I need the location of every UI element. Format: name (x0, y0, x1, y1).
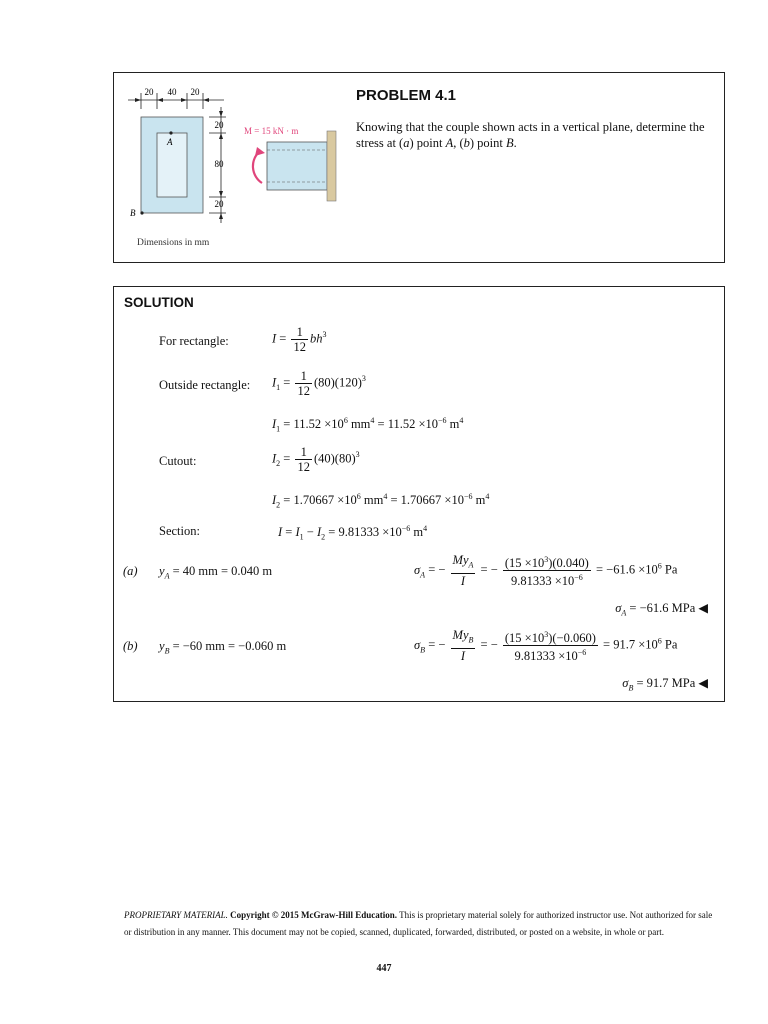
sigma-b-result: $\sigma_B = 91.7$ MPa ◀ (622, 676, 708, 693)
solution-box (113, 286, 725, 702)
cutout-formula: $I_2$ = $\frac{1}{12}$ $(40)(80)^3$ (272, 445, 360, 474)
moment-arrow (253, 151, 262, 183)
problem-title: PROBLEM 4.1 (356, 87, 457, 104)
section-formula: $I = I_1 - I_2 = 9.81333 \times 10^{-6}$ $m^4$ (278, 524, 428, 542)
moment-label: M = 15 kN · m (244, 126, 299, 136)
problem-statement: Knowing that the couple shown acts in a vertical plane, determine the stress at (a) point A, (b) point B. (356, 120, 705, 150)
rect-formula: I = $\frac{1}{12}$ $bh^3$ (272, 325, 327, 354)
solution-title: SOLUTION (124, 295, 194, 310)
page-number: 447 (376, 963, 392, 974)
dim-top-mid: 40 (167, 87, 177, 97)
dim-top-right: 20 (190, 87, 200, 97)
sigma-b-formula: $\sigma_B$ = − $\frac{My_B}{I}$ = − $\frac{(15 \times 10^3)(-0.060)}{9.81333 \times 10^{-6}}$ = $91.7 \times 10^6$ Pa (414, 628, 678, 664)
ya-formula: $y_A = 40$ mm = 0.040 m (159, 564, 273, 581)
dimensions-caption: Dimensions in mm (137, 238, 210, 248)
part-b-label: (b) (123, 639, 138, 653)
dim-top-left: 20 (144, 87, 154, 97)
copyright-footer (124, 907, 716, 941)
outside-label: Outside rectangle: (159, 378, 251, 392)
beam-side (267, 142, 327, 190)
dim-right-mid: 80 (214, 159, 224, 169)
proprietary-label: PROPRIETARY MATERIAL. (124, 910, 228, 920)
sigma-a-result: $\sigma_A = -61.6$ MPa ◀ (615, 601, 708, 618)
point-b-label: B (130, 208, 136, 218)
copyright-notice: This is proprietary material solely for authorized instructor use. Not authorized for sale or distribution in any manner. This document may not be copied, scanned, duplicated, forwarded, distributed, or posted on a website, in whole or part. (124, 910, 713, 937)
problem-box (113, 72, 725, 263)
beam-figure (114, 73, 349, 258)
part-a-label: (a) (123, 564, 138, 578)
yb-formula: $y_B = -60$ mm = −0.060 m (159, 639, 287, 656)
point-a-label: A (167, 137, 173, 147)
i2-value: $I_2 = 1.70667 \times 10^6$ $mm^4 = 1.70667 \times 10^{-6}$ $m^4$ (272, 492, 490, 510)
copyright-text: Copyright © 2015 McGraw-Hill Education. (230, 910, 398, 920)
dim-right-top: 20 (214, 120, 224, 130)
cutout-label: Cutout: (159, 454, 197, 468)
i1-value: $I_1 = 11.52 \times 10^6$ $mm^4 = 11.52 \times 10^{-6}$ $m^4$ (272, 416, 464, 434)
section-label: Section: (159, 524, 200, 538)
wall (327, 131, 336, 201)
rect-label: For rectangle: (159, 334, 229, 348)
dim-right-bottom: 20 (214, 199, 224, 209)
outside-formula: $I_1$ = $\frac{1}{12}$ $(80)(120)^3$ (272, 369, 366, 398)
sigma-a-formula: $\sigma_A$ = − $\frac{My_A}{I}$ = − $\frac{(15 \times 10^3)(0.040)}{9.81333 \times 10^{-6}}$ = $-61.6 \times 10^6$ Pa (414, 553, 678, 589)
